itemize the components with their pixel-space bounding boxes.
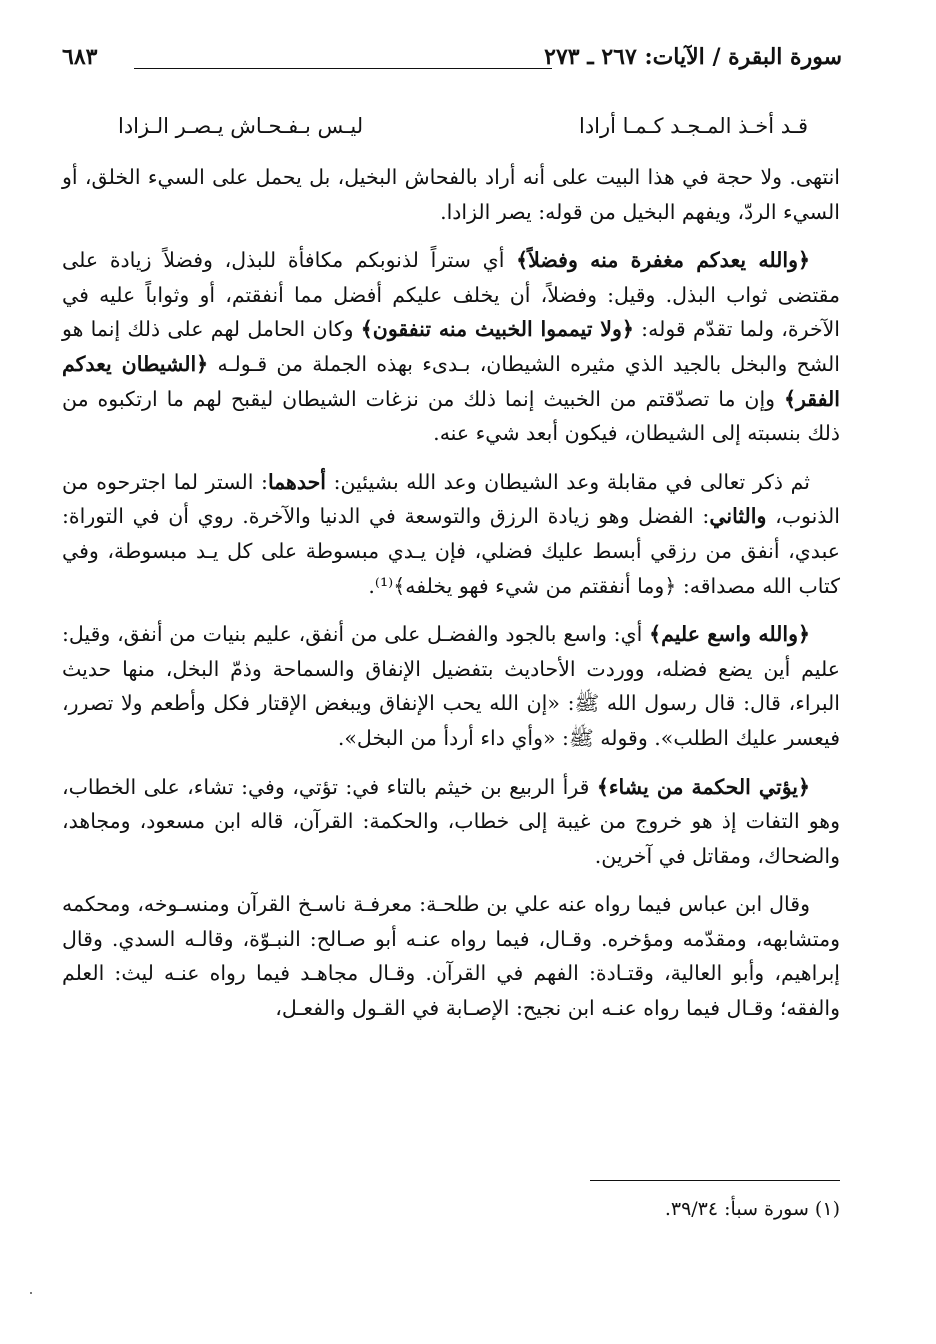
quranic-quote: أحدهما	[267, 469, 326, 494]
paragraph	[62, 243, 840, 451]
header-rule	[134, 68, 552, 69]
quranic-quote: ﴿والله يعدكم مغفرة منه وفضلاً﴾	[516, 248, 811, 273]
paragraph-text: قرأ الربيع بن خيثم بالتاء في: تؤتي، وفي: تشاء، على الخطاب، وهو التفات إذ هو خروج من غيبة إلى خطاب، والحكمة: القرآن، قاله ابن مسعود، ومجاهد، والضحاك، ومقاتل في آخرين.	[62, 774, 840, 868]
verse-second-hemistich: ليـس بـفـحـاش يـصـر الـزادا	[118, 114, 364, 138]
paragraph-text: ثم ذكر تعالى في مقابلة وعد الشيطان وعد الله بشيئين:	[325, 469, 811, 494]
paragraph-text: أي: واسع بالجود والفضـل على من أنفق، عليم بنيات من أنفق، وقيل: عليم أين يضع فضله، ووردت الأحاديث بتفضيل الإنفاق والسماحة وذمّ البخل، منها حديث البراء، قال: قال رسول الله ﷺ: «إن الله يحب الإنفاق ويبغض الإقتار فكل وأطعم ولا تصرر، فيعسر عليك الطلب». وقوله ﷺ: «وأي داء أردأ من البخل».	[62, 622, 840, 750]
page-number: ٦٨٣	[62, 44, 98, 70]
paragraph	[62, 465, 840, 603]
running-title: سورة البقرة / الآيات: ٢٦٧ ـ ٢٧٣	[544, 44, 842, 70]
footnote: (١) سورة سبأ: ٣٩/٣٤.	[664, 1198, 840, 1220]
quranic-quote: ﴿ولا تيمموا الخبيث منه تنفقون﴾	[360, 317, 634, 342]
quranic-quote: ﴿يؤتي الحكمة من يشاء﴾	[596, 774, 810, 799]
paragraph-text: وقال ابن عباس فيما رواه عنه علي بن طلحـة: معرفـة ناسـخ القرآن ومنسـوخه، ومحكمه ومتشابهه، ومقدّمه ومؤخره. وقـال، فيما رواه عنـه أبو صـالح: النبـوّة، وقالـه السدي. وقال إبراهيم، وأبو العالية، وقتـادة: الفهم في القرآن. وقـال مجاهـد فيما رواه عنـه ليث: العلم والفقه؛ وقـال فيما رواه عنـه ابن نجيح: الإصـابة في القـول والفعـل،	[62, 892, 840, 1021]
scan-speck	[30, 1292, 32, 1294]
paragraph	[62, 887, 840, 1025]
paragraph-text: وإن ما تصدّقتم من الخبيث إنما ذلك من نزغات الشيطان ليقبح لهم ما ارتكبوه من ذلك بنسبته إلى الشيطان، فيكون أبعد شيء عنه.	[62, 386, 840, 446]
paragraph-text: انتهى. ولا حجة في هذا البيت على أنه أراد بالفحاش البخيل، بل يحمل على السيء الخلق، أو السيء الردّ، ويفهم البخيل من قوله: يصر الزادا.	[62, 165, 840, 224]
paragraph	[62, 770, 840, 874]
paragraph-text: : الستر لما اجترحوه من الذنوب،	[62, 469, 840, 529]
verse-first-hemistich: قـد أخـذ المـجـد كـمـا أرادا	[578, 114, 808, 138]
commentary-body	[62, 160, 840, 1040]
quranic-quote: والثاني	[709, 504, 767, 529]
page-header	[62, 44, 842, 84]
footnote-rule	[590, 1180, 840, 1181]
paragraph-text: : الفضل وهو زيادة الرزق والتوسعة في الدنيا والآخرة. روي أن في التوراة: عبدي، أنفق من رزقي أبسط عليك فضلي، فإن يـدي مبسوطة على كل يـد مبسوطة، وفي كتاب الله مصداقه: ﴿وما أنفقتم من شيء فهو يخلفه﴾⁽¹⁾.	[62, 504, 840, 598]
paragraph-text: وكان الحامل لهم على ذلك إنما هو الشح والبخل بالجيد الذي مثيره الشيطان، بـدىء بهذه الجملة من قـولـه	[62, 317, 840, 376]
paragraph	[62, 160, 840, 229]
paragraph	[62, 617, 840, 755]
quranic-quote: ﴿والله واسع عليم﴾	[649, 622, 810, 647]
quranic-quote: ﴿الشيطان يعدكم الفقر﴾	[62, 351, 840, 411]
poetry-verse	[118, 114, 808, 150]
paragraph-text: أي ستراً لذنوبكم مكافأة للبذل، وفضلاً زيادة على مقتضى ثواب البذل. وقيل: وفضلاً، أن يخلف عليكم أفضل مما أنفقتم، أو وثواباً عليه في الآخرة، ولما تقدّم قوله:	[62, 248, 841, 342]
